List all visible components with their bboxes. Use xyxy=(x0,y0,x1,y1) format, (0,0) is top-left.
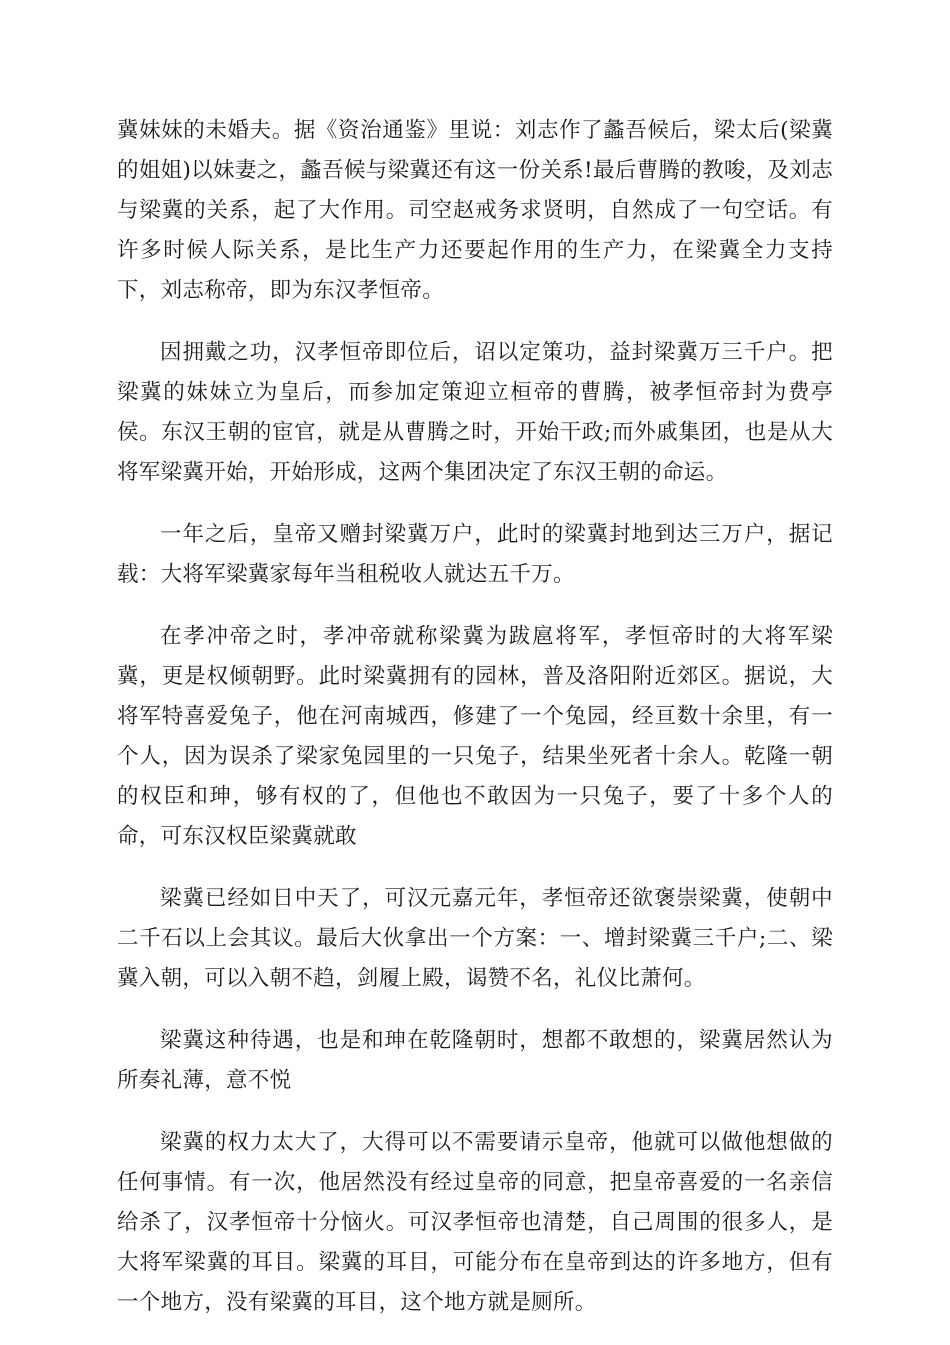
paragraph: 一年之后，皇帝又赠封梁冀万户，此时的梁冀封地到达三万户，据记载：大将军梁冀家每年当租税收人就达五千万。 xyxy=(117,522,833,587)
paragraph: 梁冀已经如日中天了，可汉元嘉元年，孝恒帝还欲褒崇梁冀，使朝中二千石以上会其议。最后大伙拿出一个方案：一、增封梁冀三千户;二、梁冀入朝，可以入朝不趋，剑履上殿，谒赞不名，礼仪比萧何。 xyxy=(117,886,833,991)
paragraph: 因拥戴之功，汉孝恒帝即位后，诏以定策功，益封梁冀万三千户。把梁冀的妹妹立为皇后，而参加定策迎立桓帝的曹腾，被孝恒帝封为费亭侯。东汉王朝的宦官，就是从曹腾之时，开始干政;而外戚集团，也是从大将军梁冀开始，开始形成，这两个集团决定了东汉王朝的命运。 xyxy=(117,340,833,485)
paragraph: 梁冀的权力太大了，大得可以不需要请示皇帝，他就可以做他想做的任何事情。有一次，他居然没有经过皇帝的同意，把皇帝喜爱的一名亲信给杀了，汉孝恒帝十分恼火。可汉孝恒帝也清楚，自己周围的很多人，是大将军梁冀的耳目。梁冀的耳目，可能分布在皇帝到达的许多地方，但有一个地方，没有梁冀的耳目，这个地方就是厕所。 xyxy=(117,1130,833,1315)
paragraph: 在孝冲帝之时，孝冲帝就称梁冀为跋扈将军，孝恒帝时的大将军梁冀，更是权倾朝野。此时梁冀拥有的园林，普及洛阳附近郊区。据说，大将军特喜爱兔子，他在河南城西，修建了一个兔园，经亘数十余里，有一个人，因为误杀了梁家兔园里的一只兔子，结果坐死者十余人。乾隆一朝的权臣和珅，够有权的了，但他也不敢因为一只兔子，要了十多个人的命，可东汉权臣梁冀就敢 xyxy=(117,624,833,849)
paragraph-continued: 冀妹妹的未婚夫。据《资治通鉴》里说：刘志作了蠡吾候后，梁太后(梁冀的姐姐)以妹妻之，蠡吾候与梁冀还有这一份关系!最后曹腾的教唆，及刘志与梁冀的关系，起了大作用。司空赵戒务求贤明，自然成了一句空话。有许多时候人际关系，是比生产力还要起作用的生产力，在梁冀全力支持下，刘志称帝，即为东汉孝恒帝。 xyxy=(117,118,833,303)
document-body xyxy=(117,111,833,1345)
paragraph: 梁冀这种待遇，也是和珅在乾隆朝时，想都不敢想的，梁冀居然认为所奏礼薄，意不悦 xyxy=(117,1028,833,1093)
